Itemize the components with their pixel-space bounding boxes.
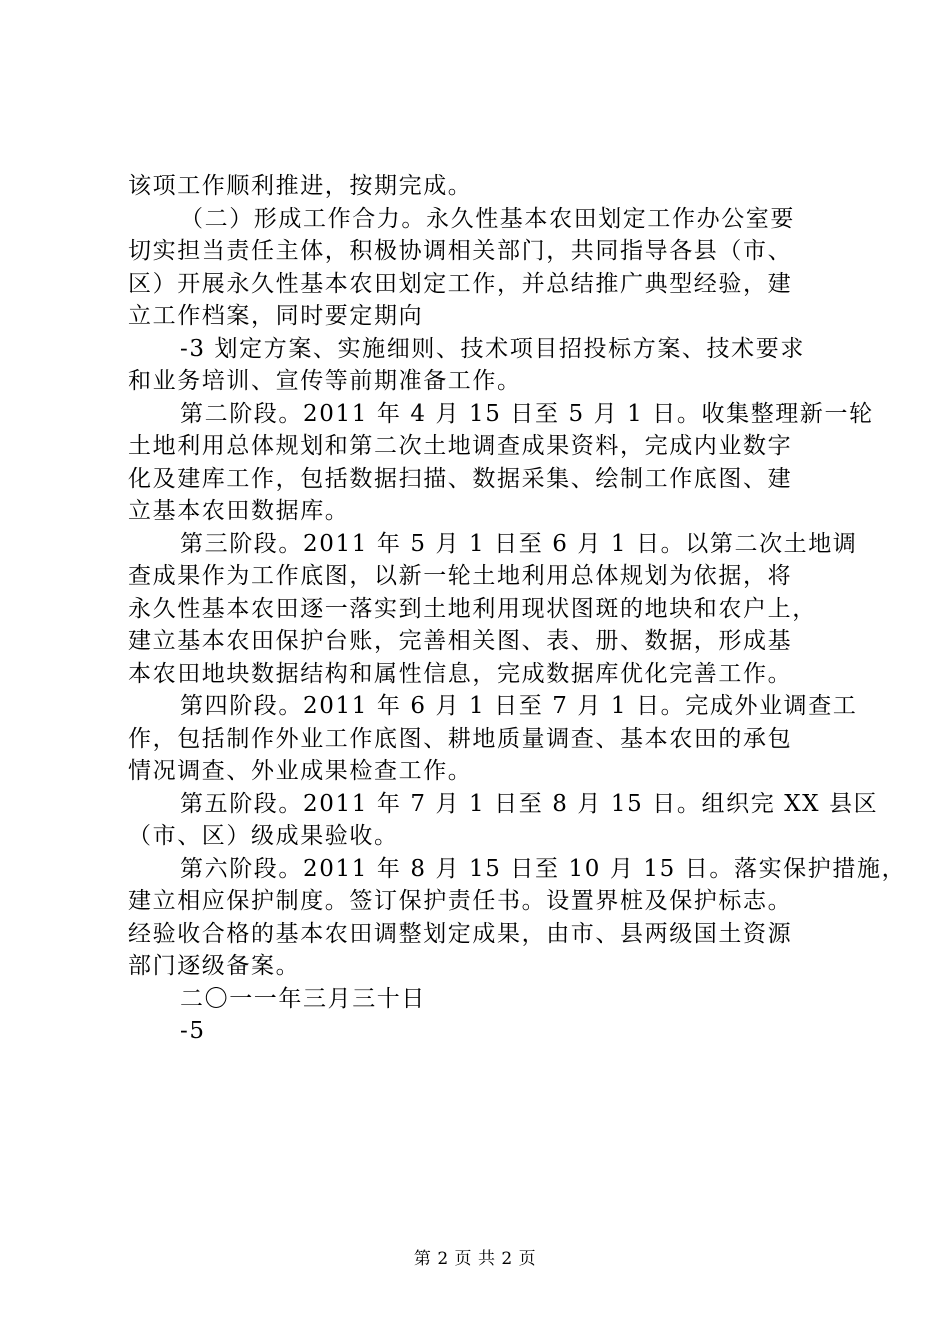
text-line: 第二阶段。2011 年 4 月 15 日至 5 月 1 日。收集整理新一轮 xyxy=(180,400,874,427)
text-line: -3 划定方案、实施细则、技术项目招投标方案、技术要求 xyxy=(180,335,805,362)
page-footer: 第 2 页 共 2 页 xyxy=(413,1249,537,1269)
text-line: 永久性基本农田逐一落实到土地利用现状图斑的地块和农户上， xyxy=(128,595,817,622)
text-line: 建立相应保护制度。签订保护责任书。设置界桩及保护标志。 xyxy=(128,888,793,914)
text-line: 本农田地块数据结构和属性信息，完成数据库优化完善工作。 xyxy=(128,660,793,687)
text-line: 立基本农田数据库。 xyxy=(128,498,350,524)
text-line: 作，包括制作外业工作底图、耕地质量调查、基本农田的承包 xyxy=(128,725,793,752)
text-line: 区）开展永久性基本农田划定工作，并总结推广典型经验，建 xyxy=(128,270,793,297)
text-line: -5 xyxy=(180,1018,206,1044)
text-line: 第四阶段。2011 年 6 月 1 日至 7 月 1 日。完成外业调查工 xyxy=(180,693,858,719)
text-line: 经验收合格的基本农田调整划定成果，由市、县两级国土资源 xyxy=(128,920,793,947)
text-line: （市、区）级成果验收。 xyxy=(128,823,399,849)
text-line: 二〇一一年三月三十日 xyxy=(180,985,426,1012)
text-line: 化及建库工作，包括数据扫描、数据采集、绘制工作底图、建 xyxy=(128,465,793,492)
text-line: 建立基本农田保护台账，完善相关图、表、册、数据，形成基 xyxy=(128,628,793,654)
text-line: 土地利用总体规划和第二次土地调查成果资料，完成内业数字 xyxy=(128,433,793,459)
text-line: 第五阶段。2011 年 7 月 1 日至 8 月 15 日。组织完 XX 县区 xyxy=(180,790,879,817)
text-line: 查成果作为工作底图，以新一轮土地利用总体规划为依据，将 xyxy=(128,563,793,589)
text-line: 部门逐级备案。 xyxy=(128,953,301,979)
text-line: 切实担当责任主体，积极协调相关部门，共同指导各县（市、 xyxy=(128,238,793,264)
text-line: 该项工作顺利推进，按期完成。 xyxy=(128,173,473,199)
text-line: 立工作档案，同时要定期向 xyxy=(128,303,424,329)
text-line: 第六阶段。2011 年 8 月 15 日至 10 月 15 日。落实保护措施， xyxy=(180,855,907,882)
text-line: 第三阶段。2011 年 5 月 1 日至 6 月 1 日。以第二次土地调 xyxy=(180,530,858,557)
text-line: 和业务培训、宣传等前期准备工作。 xyxy=(128,368,522,394)
text-line: 情况调查、外业成果检查工作。 xyxy=(128,758,473,784)
text-line: （二）形成工作合力。永久性基本农田划定工作办公室要 xyxy=(180,205,795,232)
document-body xyxy=(128,170,907,1048)
